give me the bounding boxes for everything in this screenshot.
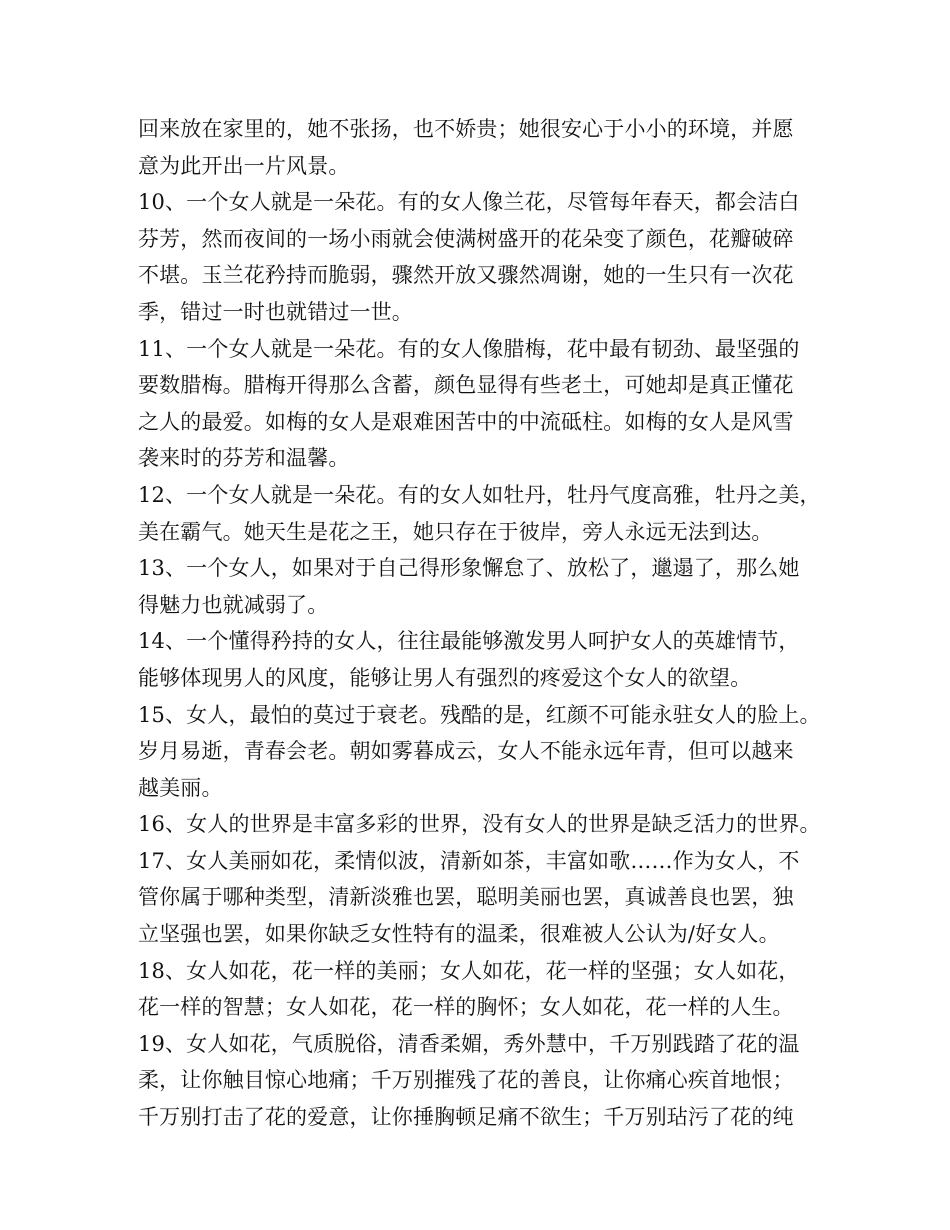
text-line: 之人的最爱。如梅的女人是艰难困苦中的中流砥柱。如梅的女人是风雪 — [138, 409, 794, 434]
text-line: 花一样的智慧；女人如花，花一样的胸怀；女人如花，花一样的人生。 — [138, 995, 794, 1020]
text-line: 能够体现男人的风度，能够让男人有强烈的疼爱这个女人的欲望。 — [138, 665, 752, 690]
text-line: 千万别打击了花的爱意，让你捶胸顿足痛不欲生；千万别玷污了花的纯 — [138, 1105, 794, 1130]
text-line: 袭来时的芬芳和温馨。 — [138, 446, 350, 471]
text-line: 18、女人如花，花一样的美丽；女人如花，花一样的坚强；女人如花， — [138, 958, 800, 983]
text-line: 季，错过一时也就错过一世。 — [138, 299, 413, 324]
text-line: 10、一个女人就是一朵花。有的女人像兰花，尽管每年春天，都会洁白 — [138, 190, 800, 215]
text-line: 回来放在家里的，她不张扬，也不娇贵；她很安心于小小的环境，并愿 — [138, 117, 794, 141]
document-body — [138, 111, 828, 1136]
text-line: 17、女人美丽如花，柔情似波，清新如茶，丰富如歌……作为女人，不 — [138, 848, 800, 873]
text-line: 不堪。玉兰花矜持而脆弱，骤然开放又骤然凋谢，她的一生只有一次花 — [138, 263, 794, 288]
text-line: 11、一个女人就是一朵花。有的女人像腊梅，花中最有韧劲、最坚强的 — [138, 336, 800, 361]
text-line: 越美丽。 — [138, 775, 223, 800]
text-line: 16、女人的世界是丰富多彩的世界，没有女人的世界是缺乏活力的世界。 — [138, 812, 821, 837]
text-line: 13、一个女人，如果对于自己得形象懈怠了、放松了，邋遢了，那么她 — [138, 556, 800, 581]
text-line: 得魅力也就减弱了。 — [138, 592, 329, 617]
text-line: 美在霸气。她天生是花之王，她只存在于彼岸，旁人永远无法到达。 — [138, 519, 773, 544]
text-line: 柔，让你触目惊心地痛；千万别摧残了花的善良，让你痛心疾首地恨； — [138, 1068, 794, 1093]
text-line: 意为此开出一片风景。 — [138, 153, 350, 178]
text-line: 岁月易逝，青春会老。朝如雾暮成云，女人不能永远年青，但可以越来 — [138, 739, 794, 764]
text-line: 管你属于哪种类型，清新淡雅也罢，聪明美丽也罢，真诚善良也罢，独 — [138, 885, 794, 910]
text-line: 12、一个女人就是一朵花。有的女人如牡丹，牡丹气度高雅，牡丹之美， — [138, 482, 821, 507]
text-line: 要数腊梅。腊梅开得那么含蓄，颜色显得有些老土，可她却是真正懂花 — [138, 373, 794, 398]
text-line: 14、一个懂得矜持的女人，往往最能够激发男人呵护女人的英雄情节， — [138, 629, 800, 654]
text-line: 19、女人如花，气质脱俗，清香柔媚，秀外慧中，千万别践踏了花的温 — [138, 1031, 800, 1056]
text-line: 立坚强也罢，如果你缺乏女性特有的温柔，很难被人公认为/好女人。 — [138, 922, 780, 947]
text-line: 芬芳，然而夜间的一场小雨就会使满树盛开的花朵变了颜色，花瓣破碎 — [138, 226, 794, 251]
text-line: 15、女人，最怕的莫过于衰老。残酷的是，红颜不可能永驻女人的脸上。 — [138, 702, 821, 727]
